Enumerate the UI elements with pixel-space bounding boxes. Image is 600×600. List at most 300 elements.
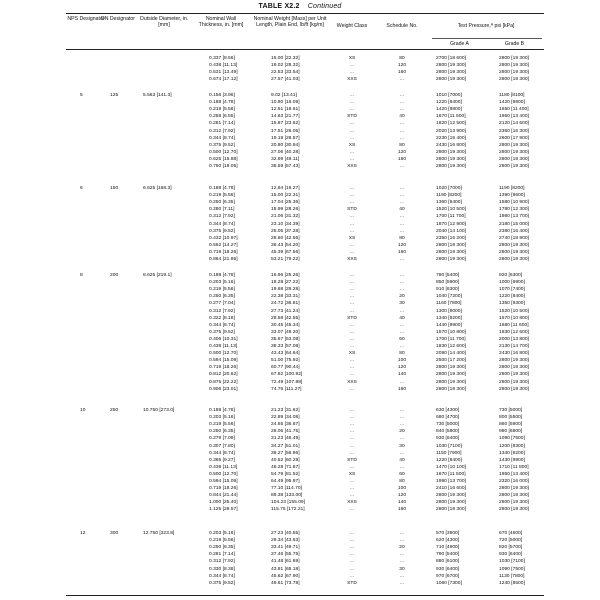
grade-a-pressure-cell: 1360 [9400] xyxy=(436,200,462,206)
weight-class-cell: ... xyxy=(349,63,355,69)
weight-class-cell: ... xyxy=(349,308,355,314)
grade-a-pressure-cell: 1220 [8400] xyxy=(436,457,462,463)
grade-b-pressure-cell: 2800 [19 300] xyxy=(499,70,529,76)
dn-cell: 250 xyxy=(110,408,119,413)
grade-b-pressure-cell: 2000 [13 800] xyxy=(499,336,529,342)
weight-class-cell: ... xyxy=(349,221,355,227)
table-row xyxy=(0,200,600,206)
table-row xyxy=(0,214,600,220)
grade-a-pressure-cell: 630 [4300] xyxy=(436,408,460,413)
wall-thickness-cell: 1.125 [28.57] xyxy=(209,507,238,513)
schedule-cell: 40 xyxy=(399,315,405,321)
wall-thickness-cell: 0.531 [13.49] xyxy=(209,70,238,76)
schedule-cell: 120 xyxy=(397,63,407,69)
schedule-cell: ... xyxy=(399,538,405,544)
wall-thickness-cell: 0.337 [8.56] xyxy=(209,56,235,61)
grade-b-pressure-cell: 2740 [18 900] xyxy=(499,235,529,241)
nps-cell: 8 xyxy=(80,273,83,278)
grade-a-pressure-cell: 2800 [19 300] xyxy=(436,493,466,499)
wall-thickness-cell: 0.203 [5.16] xyxy=(209,415,235,421)
grade-b-pressure-cell: 1090 [7500] xyxy=(499,566,525,572)
schedule-cell: 140 xyxy=(397,372,407,378)
table-row xyxy=(0,107,600,113)
grade-b-pressure-cell: 2800 [19 300] xyxy=(499,358,529,364)
schedule-cell: 120 xyxy=(397,493,407,499)
table-row xyxy=(0,380,600,386)
wall-thickness-cell: 0.500 [12.70] xyxy=(209,149,238,155)
grade-a-pressure-cell: 1520 [10 500] xyxy=(436,207,466,213)
weight-class-cell: ... xyxy=(349,128,355,134)
wall-thickness-cell: 0.375 [9.52] xyxy=(209,329,235,335)
weight-class-cell: ... xyxy=(349,436,355,442)
header-wall-thickness: Nominal Wall Thickness, in. [mm] xyxy=(198,16,244,28)
weight-class-cell: ... xyxy=(349,121,355,127)
table-row xyxy=(0,451,600,457)
wall-thickness-cell: 0.188 [4.78] xyxy=(209,100,235,106)
weight-cell: 54.79 [81.52] xyxy=(271,471,300,477)
wall-thickness-cell: 0.438 [11.13] xyxy=(209,344,238,349)
grade-b-pressure-cell: 1570 [10 800] xyxy=(499,315,529,321)
grade-b-pressure-cell: 2800 [19 300] xyxy=(499,507,529,513)
weight-cell: 21.06 [31.32] xyxy=(271,214,300,220)
grade-a-pressure-cell: 1160 [7800] xyxy=(436,301,462,307)
wall-thickness-cell: 0.322 [8.18] xyxy=(209,315,235,321)
table-row xyxy=(0,273,600,279)
weight-cell: 24.72 [36.81] xyxy=(271,301,300,307)
wall-thickness-cell: 0.875 [22.22] xyxy=(209,379,238,385)
table-row xyxy=(0,93,600,99)
wall-thickness-cell: 0.280 [7.11] xyxy=(209,207,235,213)
weight-cell: 49.61 [73.78] xyxy=(271,580,300,586)
weight-class-cell: ... xyxy=(349,336,355,342)
weight-class-cell: STD xyxy=(347,207,357,213)
schedule-cell: 120 xyxy=(397,242,407,248)
grade-b-pressure-cell: 670 [4600] xyxy=(499,531,523,536)
weight-class-cell: ... xyxy=(349,365,355,371)
schedule-cell: ... xyxy=(399,322,405,328)
grade-a-pressure-cell: 2500 [17 200] xyxy=(436,358,466,364)
weight-cell: 72.49 [107.88] xyxy=(271,379,303,385)
grade-a-pressure-cell: 790 [5400] xyxy=(436,552,460,558)
weight-class-cell: ... xyxy=(349,100,355,106)
schedule-cell: 120 xyxy=(397,365,407,371)
schedule-cell: ... xyxy=(399,464,405,470)
grade-b-pressure-cell: 2800 [19 300] xyxy=(499,142,529,148)
table-row xyxy=(0,559,600,565)
grade-b-pressure-cell: 1780 [12 300] xyxy=(499,207,529,213)
dn-cell: 200 xyxy=(110,273,119,278)
table-row xyxy=(0,316,600,322)
wall-thickness-cell: 0.750 [19.05] xyxy=(209,164,238,169)
schedule-cell: ... xyxy=(399,573,405,579)
table-row xyxy=(0,77,600,83)
weight-class-cell: ... xyxy=(349,559,355,565)
wall-thickness-cell: 0.500 [12.70] xyxy=(209,471,238,477)
table-title xyxy=(0,3,600,10)
header-dn: DN Designator xyxy=(100,16,136,22)
grade-b-pressure-cell: 2800 [19 300] xyxy=(499,500,529,506)
grade-b-pressure-cell: 1390 [9600] xyxy=(499,193,525,199)
wall-thickness-cell: 0.406 [10.31] xyxy=(209,336,238,342)
table-row xyxy=(0,387,600,393)
schedule-cell: ... xyxy=(399,257,405,262)
dn-cell: 125 xyxy=(110,93,119,98)
grade-b-pressure-cell: 2430 [16 800] xyxy=(499,351,529,357)
grade-a-pressure-cell: 2800 [19 300] xyxy=(436,70,466,76)
schedule-cell: ... xyxy=(399,280,405,286)
outside-diameter-cell: 10.750 [273.0] xyxy=(143,408,175,413)
weight-cell: 45.62 [67.90] xyxy=(271,573,300,579)
grade-a-pressure-cell: 1830 [12 600] xyxy=(436,344,466,349)
weight-cell: 25.05 [37.28] xyxy=(271,228,300,234)
table-title-label: TABLE X2.2 xyxy=(258,3,300,10)
weight-cell: 74.76 [111.27] xyxy=(271,386,302,392)
wall-thickness-cell: 0.312 [7.92] xyxy=(209,128,235,134)
grade-a-pressure-cell: 680 [4700] xyxy=(436,415,460,421)
schedule-cell: ... xyxy=(399,552,405,558)
table-row xyxy=(0,479,600,485)
grade-b-pressure-cell: 2800 [19 300] xyxy=(499,486,529,492)
header-grade-a: Grade A xyxy=(449,41,470,47)
schedule-cell: 60 xyxy=(399,336,405,342)
weight-cell: 64.49 [95.97] xyxy=(271,479,300,484)
weight-class-cell: ... xyxy=(349,70,355,76)
wall-thickness-cell: 0.344 [8.74] xyxy=(209,221,235,227)
weight-class-cell: XXS xyxy=(347,257,357,262)
schedule-cell: 30 xyxy=(399,443,405,449)
table-row xyxy=(0,287,600,293)
table-row xyxy=(0,408,600,414)
schedule-cell: 160 xyxy=(397,249,407,255)
grade-a-pressure-cell: 2040 [14 100] xyxy=(436,228,466,234)
schedule-cell: 80 xyxy=(399,479,405,484)
grade-b-pressure-cell: 1650 [11 400] xyxy=(499,107,529,113)
weight-class-cell: ... xyxy=(349,566,355,572)
schedule-cell: ... xyxy=(399,214,405,220)
grade-b-pressure-cell: 2380 [16 400] xyxy=(499,228,529,234)
grade-b-pressure-cell: 2800 [19 300] xyxy=(499,63,529,69)
nps-cell: 5 xyxy=(80,93,83,98)
grade-b-pressure-cell: 920 [6300] xyxy=(499,273,523,278)
grade-a-pressure-cell: 2800 [19 300] xyxy=(436,386,466,392)
grade-a-pressure-cell: 1030 [7100] xyxy=(436,443,462,449)
grade-a-pressure-cell: 1190 [8200] xyxy=(436,193,462,199)
grade-a-pressure-cell: 850 [5900] xyxy=(436,280,460,286)
table-row xyxy=(0,422,600,428)
weight-cell: 51.00 [75.92] xyxy=(271,358,300,364)
wall-thickness-cell: 0.279 [7.09] xyxy=(209,436,235,442)
grade-a-pressure-cell: 1300 [9000] xyxy=(436,308,462,314)
grade-a-pressure-cell: 1670 [11 500] xyxy=(436,114,466,120)
grade-a-pressure-cell: 2800 [19 300] xyxy=(436,379,466,385)
grade-a-pressure-cell: 2700 [18 600] xyxy=(436,56,466,61)
grade-a-pressure-cell: 1420 [9800] xyxy=(436,107,462,113)
weight-cell: 22.89 [34.08] xyxy=(271,415,300,421)
grade-b-pressure-cell: 730 [5000] xyxy=(499,408,523,413)
weight-cell: 34.27 [51.01] xyxy=(271,443,300,449)
header-nps: NPS Designator xyxy=(67,16,105,22)
grade-b-pressure-cell: 1420 [9800] xyxy=(499,100,525,106)
grade-b-pressure-cell: 1830 [12 600] xyxy=(499,329,529,335)
wall-thickness-cell: 0.375 [9.52] xyxy=(209,580,235,586)
grade-b-pressure-cell: 2800 [19 300] xyxy=(499,365,529,371)
grade-a-pressure-cell: 1440 [9900] xyxy=(436,322,462,328)
weight-class-cell: ... xyxy=(349,249,355,255)
weight-cell: 15.00 [22.32] xyxy=(271,56,300,61)
grade-a-pressure-cell: 2800 [19 300] xyxy=(436,242,466,248)
table-row xyxy=(0,236,600,242)
wall-thickness-cell: 0.365 [9.27] xyxy=(209,457,235,463)
grade-a-pressure-cell: 930 [6400] xyxy=(436,566,460,572)
weight-cell: 12.51 [18.61] xyxy=(271,107,300,113)
grade-a-pressure-cell: 2800 [19 300] xyxy=(436,164,466,169)
wall-thickness-cell: 0.156 [3.96] xyxy=(209,93,235,98)
table-row xyxy=(0,186,600,192)
schedule-cell: ... xyxy=(399,273,405,278)
grade-b-pressure-cell: 2800 [19 300] xyxy=(499,372,529,378)
grade-a-pressure-cell: 1150 [7900] xyxy=(436,450,462,456)
grade-a-pressure-cell: 1060 [7300] xyxy=(436,580,462,586)
schedule-cell: ... xyxy=(399,121,405,127)
grade-a-pressure-cell: 730 [5000] xyxy=(436,422,460,428)
grade-b-pressure-cell: 2800 [19 300] xyxy=(499,386,529,392)
weight-class-cell: ... xyxy=(349,479,355,484)
weight-cell: 21.23 [31.62] xyxy=(271,408,300,413)
weight-class-cell: ... xyxy=(349,531,355,536)
nps-cell: 10 xyxy=(80,408,86,413)
table-row xyxy=(0,250,600,256)
weight-class-cell: STD xyxy=(347,457,357,463)
grade-b-pressure-cell: 2800 [19 300] xyxy=(499,77,529,83)
schedule-cell: ... xyxy=(399,164,405,169)
weight-class-cell: ... xyxy=(349,450,355,456)
wall-thickness-cell: 1.000 [25.40] xyxy=(209,500,238,506)
schedule-cell: ... xyxy=(399,100,405,106)
weight-cell: 16.96 [25.26] xyxy=(271,273,300,278)
weight-cell: 22.53 [33.54] xyxy=(271,70,300,76)
table-continued-label: Continued xyxy=(307,3,342,10)
wall-thickness-cell: 0.719 [18.26] xyxy=(209,486,238,492)
grade-a-pressure-cell: 1570 [10 800] xyxy=(436,329,466,335)
grade-b-pressure-cell: 1710 [11 800] xyxy=(499,464,529,470)
grade-b-pressure-cell: 2120 [14 600] xyxy=(499,121,529,127)
outside-diameter-cell: 6.625 [168.3] xyxy=(143,186,172,191)
weight-class-cell: ... xyxy=(349,280,355,286)
wall-thickness-cell: 0.312 [7.92] xyxy=(209,308,235,314)
wall-thickness-cell: 0.312 [7.92] xyxy=(209,559,235,565)
weight-cell: 31.23 [46.49] xyxy=(271,436,300,442)
nps-cell: 12 xyxy=(80,531,86,536)
schedule-cell: 20 xyxy=(399,294,405,300)
schedule-cell: ... xyxy=(399,287,405,293)
table-row xyxy=(0,100,600,106)
wall-thickness-cell: 0.219 [5.56] xyxy=(209,193,235,199)
grade-a-pressure-cell: 1870 [12 900] xyxy=(436,221,466,227)
wall-thickness-cell: 0.674 [17.12] xyxy=(209,77,238,83)
grade-a-pressure-cell: 2230 [15 400] xyxy=(436,135,466,141)
header-weight-class: Weight Class xyxy=(336,23,368,29)
grade-b-pressure-cell: 2320 [16 000] xyxy=(499,479,529,484)
wall-thickness-cell: 0.438 [11.13] xyxy=(209,464,238,470)
schedule-cell: ... xyxy=(399,415,405,421)
weight-class-cell: ... xyxy=(349,193,355,199)
grade-b-pressure-cell: 820 [5700] xyxy=(499,545,523,551)
nps-cell: 6 xyxy=(80,186,83,191)
wall-thickness-cell: 0.203 [5.16] xyxy=(209,280,235,286)
grade-b-pressure-cell: 1950 [13 400] xyxy=(499,471,529,477)
weight-cell: 19.19 [28.57] xyxy=(271,135,300,141)
table-row xyxy=(0,493,600,499)
wall-thickness-cell: 0.864 [21.95] xyxy=(209,257,238,262)
grade-a-pressure-cell: 2800 [19 300] xyxy=(436,365,466,371)
pressure-header-rule xyxy=(432,38,542,39)
weight-class-cell: XS xyxy=(348,235,356,241)
weight-cell: 24.65 [36.67] xyxy=(271,422,300,428)
weight-cell: 40.52 [60.29] xyxy=(271,457,300,463)
weight-class-cell: ... xyxy=(349,135,355,141)
weight-cell: 37.46 [55.75] xyxy=(271,552,300,558)
wall-thickness-cell: 0.438 [11.13] xyxy=(209,63,238,69)
grade-a-pressure-cell: 970 [6700] xyxy=(436,573,460,579)
grade-a-pressure-cell: 1670 [11 500] xyxy=(436,471,466,477)
weight-class-cell: ... xyxy=(349,242,355,248)
weight-class-cell: ... xyxy=(349,372,355,378)
schedule-cell: ... xyxy=(399,450,405,456)
table-row xyxy=(0,436,600,442)
outside-diameter-cell: 5.563 [141.3] xyxy=(143,93,172,98)
wall-thickness-cell: 0.203 [5.16] xyxy=(209,531,235,536)
wall-thickness-cell: 0.188 [4.78] xyxy=(209,408,235,413)
grade-a-pressure-cell: 1470 [10 100] xyxy=(436,464,466,470)
weight-cell: 20.80 [30.94] xyxy=(271,142,300,148)
schedule-cell: 30 xyxy=(399,566,405,572)
weight-class-cell: ... xyxy=(349,149,355,155)
schedule-cell: ... xyxy=(399,308,405,314)
weight-cell: 14.63 [21.77] xyxy=(271,114,300,120)
wall-thickness-cell: 0.258 [6.55] xyxy=(209,114,235,120)
grade-a-pressure-cell: 2800 [19 300] xyxy=(436,507,466,513)
wall-thickness-cell: 0.344 [8.74] xyxy=(209,450,235,456)
grade-b-pressure-cell: 2800 [19 300] xyxy=(499,149,529,155)
grade-b-pressure-cell: 1090 [7500] xyxy=(499,436,525,442)
wall-thickness-cell: 0.188 [4.78] xyxy=(209,273,235,278)
wall-thickness-cell: 0.277 [7.04] xyxy=(209,301,235,307)
wall-thickness-cell: 0.330 [8.38] xyxy=(209,566,235,572)
schedule-cell: 30 xyxy=(399,301,405,307)
weight-cell: 27.73 [41.24] xyxy=(271,308,300,314)
grade-b-pressure-cell: 1130 [7800] xyxy=(499,573,525,579)
grade-a-pressure-cell: 2800 [19 300] xyxy=(436,257,466,262)
header-top-rule xyxy=(66,13,544,14)
weight-cell: 19.02 [28.32] xyxy=(271,63,300,69)
weight-cell: 77.10 [114.70] xyxy=(271,486,302,492)
wall-thickness-cell: 0.344 [8.74] xyxy=(209,322,235,328)
weight-class-cell: XS xyxy=(348,471,356,477)
grade-a-pressure-cell: 2020 [13 900] xyxy=(436,128,466,134)
weight-class-cell: ... xyxy=(349,552,355,558)
table-row xyxy=(0,531,600,537)
grade-a-pressure-cell: 2800 [19 300] xyxy=(436,77,466,83)
weight-cell: 115.75 [172.21] xyxy=(271,507,305,513)
table-row xyxy=(0,114,600,120)
grade-a-pressure-cell: 930 [6400] xyxy=(436,436,460,442)
table-row xyxy=(0,243,600,249)
wall-thickness-cell: 0.307 [7.80] xyxy=(209,443,235,449)
grade-b-pressure-cell: 2130 [14 700] xyxy=(499,344,529,349)
weight-class-cell: ... xyxy=(349,287,355,293)
header-nominal-weight: Nominal Weight [Mass] per Unit Length, Plain End, lb/ft [kg/m] xyxy=(253,16,327,28)
table-row xyxy=(0,136,600,142)
weight-cell: 104.23 [155.09] xyxy=(271,500,305,506)
weight-class-cell: ... xyxy=(349,107,355,113)
schedule-cell: ... xyxy=(399,379,405,385)
header-schedule: Schedule No. xyxy=(386,23,418,29)
table-row xyxy=(0,465,600,471)
header-grade-b: Grade B xyxy=(504,41,525,47)
grade-a-pressure-cell: 1220 [8400] xyxy=(436,100,462,106)
grade-a-pressure-cell: 910 [6300] xyxy=(436,287,460,293)
grade-b-pressure-cell: 1030 [7100] xyxy=(499,559,525,565)
table-row xyxy=(0,301,600,307)
dn-cell: 300 xyxy=(110,531,119,536)
table-row xyxy=(0,63,600,69)
wall-thickness-cell: 0.432 [10.97] xyxy=(209,235,238,241)
grade-b-pressure-cell: 2800 [19 300] xyxy=(499,379,529,385)
weight-cell: 43.43 [64.64] xyxy=(271,351,300,357)
weight-class-cell: ... xyxy=(349,214,355,220)
weight-cell: 33.07 [49.20] xyxy=(271,329,300,335)
wall-thickness-cell: 0.219 [5.56] xyxy=(209,538,235,544)
schedule-cell: ... xyxy=(399,77,405,83)
grade-a-pressure-cell: 1700 [11 700] xyxy=(436,336,466,342)
table-row xyxy=(0,280,600,286)
weight-cell: 28.06 [41.75] xyxy=(271,429,300,435)
wall-thickness-cell: 0.250 [6.35] xyxy=(209,429,235,435)
weight-class-cell: ... xyxy=(349,408,355,413)
wall-thickness-cell: 0.562 [14.27] xyxy=(209,242,238,248)
weight-cell: 28.60 [42.56] xyxy=(271,235,300,241)
wall-thickness-cell: 0.281 [7.14] xyxy=(209,121,235,127)
schedule-cell: 120 xyxy=(397,149,407,155)
outside-diameter-cell: 8.625 [219.1] xyxy=(143,273,172,278)
schedule-cell: 160 xyxy=(397,507,407,513)
table-bottom-rule xyxy=(66,595,544,596)
schedule-cell: ... xyxy=(399,186,405,191)
weight-cell: 32.99 [49.11] xyxy=(271,156,300,162)
wall-thickness-cell: 0.219 [5.56] xyxy=(209,422,235,428)
grade-a-pressure-cell: 2800 [19 300] xyxy=(436,500,466,506)
weight-class-cell: XXS xyxy=(347,77,357,83)
grade-a-pressure-cell: 1700 [11 700] xyxy=(436,214,466,220)
table-row xyxy=(0,458,600,464)
schedule-cell: 80 xyxy=(399,235,405,241)
grade-a-pressure-cell: 1020 [7000] xyxy=(436,186,462,191)
schedule-cell: ... xyxy=(399,531,405,536)
wall-thickness-cell: 0.344 [8.74] xyxy=(209,573,235,579)
schedule-cell: 80 xyxy=(399,142,405,148)
grade-a-pressure-cell: 2800 [19 300] xyxy=(436,63,466,69)
grade-b-pressure-cell: 2800 [19 300] xyxy=(499,56,529,61)
grade-a-pressure-cell: 1820 [12 500] xyxy=(436,121,466,127)
table-row xyxy=(0,121,600,127)
grade-b-pressure-cell: 2360 [16 300] xyxy=(499,128,529,134)
schedule-cell: ... xyxy=(399,200,405,206)
weight-cell: 29.34 [43.63] xyxy=(271,538,300,544)
weight-class-cell: ... xyxy=(349,422,355,428)
weight-cell: 17.51 [26.05] xyxy=(271,128,300,134)
grade-a-pressure-cell: 2410 [16 600] xyxy=(436,486,466,492)
grade-a-pressure-cell: 2800 [19 300] xyxy=(436,249,466,255)
